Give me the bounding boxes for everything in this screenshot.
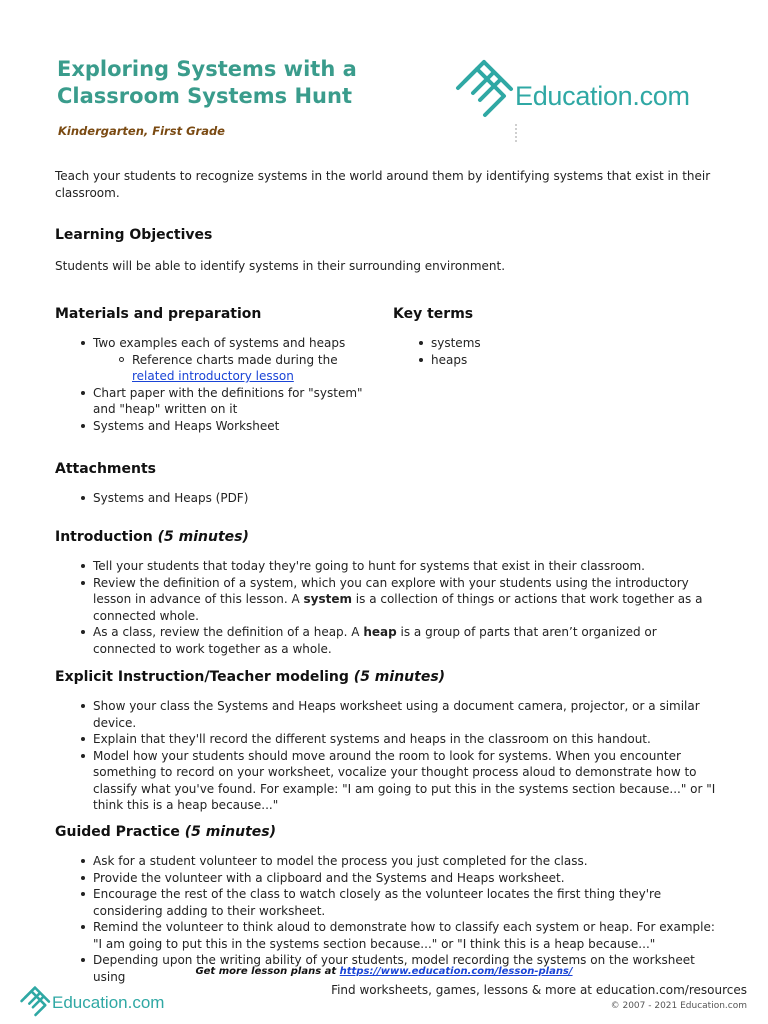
materials-sublist: [93, 352, 365, 385]
related-lesson-link[interactable]: related introductory lesson: [132, 369, 294, 383]
key-terms-list: [393, 335, 593, 368]
footer-copyright: © 2007 - 2021 Education.com: [610, 1001, 747, 1011]
list-item: Reference charts made during the related introductory lesson: [93, 352, 365, 385]
list-item: Chart paper with the definitions for "system" and "heap" written on it: [55, 385, 365, 418]
list-item: Ask for a student volunteer to model the process you just completed for the class.: [55, 853, 720, 870]
list-item: Systems and Heaps (PDF): [55, 490, 715, 507]
footer-find-text: Find worksheets, games, lessons & more at education.com/resources: [331, 983, 747, 997]
materials-list: [55, 335, 365, 434]
list-item: heaps: [393, 352, 593, 369]
education-logo[interactable]: [455, 58, 690, 114]
learning-objectives-text: Students will be able to identify systems in their surrounding environment.: [55, 259, 506, 273]
education-logo-icon: [20, 985, 52, 1015]
list-item: Encourage the rest of the class to watch closely as the volunteer locates the first thing they're considering adding to their worksheet.: [55, 886, 720, 919]
list-item: Remind the volunteer to think aloud to demonstrate how to classify each system or heap. For example: "I am going to put this in the systems section because..." or "I think this is a heap because...": [55, 919, 720, 952]
footer-logo-text: Education.com: [52, 993, 165, 1012]
grade-level: Kindergarten, First Grade: [58, 124, 225, 138]
explicit-instruction-list: [55, 698, 720, 814]
list-item: Tell your students that today they're going to hunt for systems that exist in their classroom.: [55, 558, 720, 575]
dotted-divider: [515, 124, 517, 142]
list-item: Show your class the Systems and Heaps worksheet using a document camera, projector, or a similar device.: [55, 698, 720, 731]
attachments-heading: Attachments: [55, 461, 157, 477]
lesson-plans-link[interactable]: https://www.education.com/lesson-plans/: [339, 966, 573, 977]
learning-objectives-heading: Learning Objectives: [55, 227, 213, 243]
materials-heading: Materials and preparation: [55, 306, 262, 322]
introduction-heading: Introduction (5 minutes): [55, 529, 249, 545]
footer-logo[interactable]: [20, 985, 165, 1015]
explicit-instruction-heading: Explicit Instruction/Teacher modeling (5 minutes): [55, 669, 446, 685]
page-title: Exploring Systems with a Classroom Systems Hunt: [57, 57, 357, 108]
key-terms-heading: Key terms: [393, 306, 474, 322]
intro-paragraph: Teach your students to recognize systems in the world around them by identifying systems that exist in their classroom.: [55, 169, 711, 200]
guided-practice-heading: Guided Practice (5 minutes): [55, 824, 277, 840]
list-item: Explain that they'll record the different systems and heaps in the classroom on this handout.: [55, 731, 720, 748]
attachments-list: [55, 490, 715, 507]
list-item: systems: [393, 335, 593, 352]
introduction-list: [55, 558, 720, 657]
more-lesson-plans: Get more lesson plans at https://www.education.com/lesson-plans/: [195, 966, 573, 977]
list-item: Model how your students should move around the room to look for systems. When you encounter something to record on your worksheet, vocalize your thought process aloud to demonstrate how to classify what you've found. For example: "I am going to put this in the systems section because..." or "I think this is a heap because...": [55, 748, 720, 814]
education-logo-text: Education.com: [515, 81, 690, 111]
education-logo-icon: [455, 58, 517, 114]
list-item: Provide the volunteer with a clipboard and the Systems and Heaps worksheet.: [55, 870, 720, 887]
list-item: Two examples each of systems and heaps Reference charts made during the related introductory lesson: [55, 335, 365, 385]
list-item: Depending upon the writing ability of your students, model recording the systems on the worksheet using: [55, 952, 720, 985]
list-item: As a class, review the definition of a heap. A heap is a group of parts that aren’t organized or connected to work together as a whole.: [55, 624, 720, 657]
list-item: Systems and Heaps Worksheet: [55, 418, 365, 435]
list-item: Review the definition of a system, which you can explore with your students using the introductory lesson in advance of this lesson. A system is a collection of things or actions that work together as a connected whole.: [55, 575, 720, 625]
